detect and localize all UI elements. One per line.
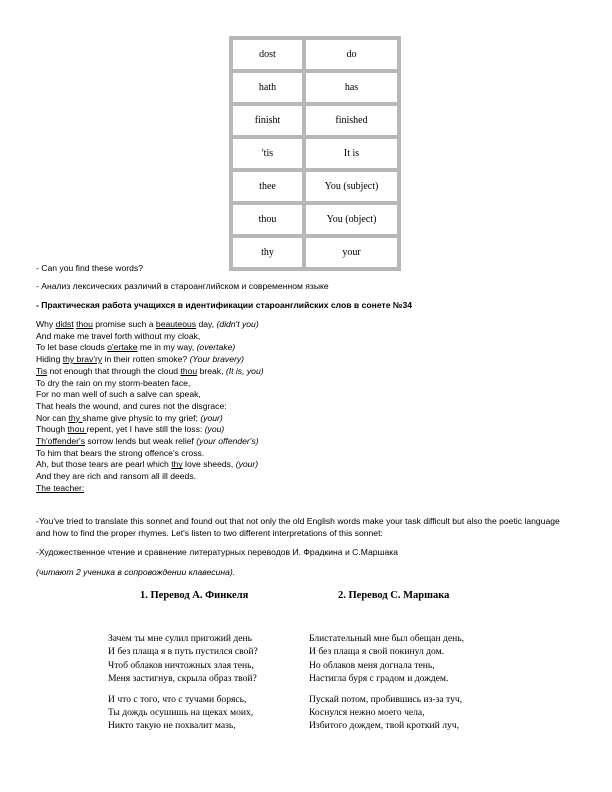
modern-gloss: (you) [204,424,225,435]
sonnet-line [36,319,264,331]
poem-line: Настигла буря с градом и дождем. [309,673,449,685]
text: Nor can [36,412,69,423]
poem-line: Но облаков меня догнала тень, [309,659,435,671]
archaic-word: thou [76,319,93,329]
sonnet-line [36,354,264,366]
modern-gloss: (your) [200,412,223,423]
archaic-word: thy brav'ry [62,354,103,365]
poem-line: Пускай потом, пробившись из-за туч, [309,693,463,705]
poem-line: Зачем ты мне сулил пригожий день [108,633,253,644]
table-row [231,137,399,170]
sonnet-line: To him that bears the strong offence's cross. [36,447,205,458]
poem-line: И что с того, что с тучами борясь, [108,693,247,705]
old-word-cell: hath [231,71,304,104]
text: Why [36,319,56,329]
archaic-word: thou [180,365,198,376]
text: To let base clouds [36,342,108,353]
modern-word-cell: your [304,236,399,269]
task-practical-work: - Практическая работа учащихся в идентификации староанглийских слов в сонете №34 [36,300,413,310]
modern-gloss: (It is, you) [225,365,264,376]
table-row [231,170,399,203]
poem-line: И без плаща я в путь пустился свой? [108,646,258,658]
text: sorrow lends but weak relief [85,436,197,447]
modern-gloss: (Your bravery) [189,354,245,365]
translation-2-text [309,632,464,733]
archaic-word: thy [68,412,83,423]
text: shame give physic to my grief; [82,412,201,423]
reading-task: -Художественное чтение и сравнение литературных переводов И. Фрадкина и С.Маршака [36,547,398,557]
text: in their rotten smoke? [102,354,190,365]
task-lexical-analysis: - Анализ лексических различий в староанглийском и современном языке [36,281,329,291]
translation-1-text [108,632,258,733]
old-word-cell: thou [231,203,304,236]
text: Ah, but those tears are pearl which [36,459,172,470]
poem-line: Коснулся нежно моего чела, [309,707,425,719]
text: Hiding [36,354,63,365]
poem-line: Чтоб облаков ничтожных злая тень, [108,659,254,671]
old-word-cell: thee [231,170,304,203]
text: not enough that through the cloud [47,365,181,376]
archaic-word: Tis [36,365,48,376]
modern-word-cell: finished [304,104,399,137]
sonnet-line: For no man well of such a salve can speak, [36,389,201,400]
sonnet-line: And they are rich and ransom all ill deeds. [36,471,197,482]
table-row [231,71,399,104]
teacher-paragraph: -You've tried to translate this sonnet and found out that not only the old English words make your task difficult but also the poetic language and how to find the proper rhymes. Let's listen to two different interpretations of this sonnet: [36,516,560,538]
archaic-word: thou [67,424,87,435]
table-row [231,104,399,137]
poem-line: И без плаща я свой покинул дом. [309,646,445,658]
sonnet-line [36,342,264,354]
sonnet-line [36,424,264,436]
modern-word-cell: You (object) [304,203,399,236]
old-word-cell: finisht [231,104,304,137]
old-word-cell: 'tis [231,137,304,170]
reading-note: (читают 2 ученика в сопровождении клавесина). [36,567,236,577]
old-word-cell: thy [231,236,304,269]
table-row [231,236,399,269]
modern-word-cell: do [304,38,399,71]
sonnet-line [36,366,264,378]
teacher-label: The teacher: [36,482,85,493]
archaic-word: o'ertake [107,342,138,353]
poem-line: Блистательный мне был обещан день, [309,633,465,644]
sonnet-line: That heals the wound, and cures not the disgrace: [36,400,227,411]
modern-word-cell: You (subject) [304,170,399,203]
modern-gloss: (overtake) [196,342,236,353]
vocabulary-table [229,36,401,271]
translation-2-title: 2. Перевод С. Маршака [338,590,450,601]
sonnet-34 [36,319,264,495]
archaic-word: thy [171,459,183,470]
modern-gloss: (your) [235,459,259,470]
sonnet-line: To dry the rain on my storm-beaten face, [36,377,191,388]
table-row [231,38,399,71]
archaic-word: beauteous [155,319,197,329]
poem-line: Меня застигнув, скрыла образ твой? [108,673,257,685]
modern-word-cell: It is [304,137,399,170]
text: Though [36,424,68,435]
modern-word-cell: has [304,71,399,104]
sonnet-line [36,413,264,425]
old-word-cell: dost [231,38,304,71]
question-find-words: - Can you find these words? [36,263,144,273]
archaic-word: didst [55,319,74,329]
text: day, [196,319,217,329]
modern-gloss: (didn't you) [216,319,259,329]
sonnet-line [36,459,264,471]
translation-1-title: 1. Перевод А. Финкеля [140,590,249,601]
table-row [231,203,399,236]
text: break, [197,365,226,376]
archaic-word: Th'offender's [36,436,85,447]
sonnet-line [36,436,264,448]
text: repent, yet I have still the loss: [86,424,205,435]
poem-line: Никто такую не похвалит мазь, [108,720,236,732]
sonnet-line: And make me travel forth without my cloak, [36,330,201,341]
poem-line: Ты дождь осушишь на щеках моих, [108,707,254,719]
text: love sheeds, [182,459,236,470]
modern-gloss: (your offender's) [196,436,259,447]
text: me in my way, [137,342,197,353]
text: promise such a [92,319,156,329]
poem-line: Избитого дождем, твой кроткий луч, [309,720,460,732]
